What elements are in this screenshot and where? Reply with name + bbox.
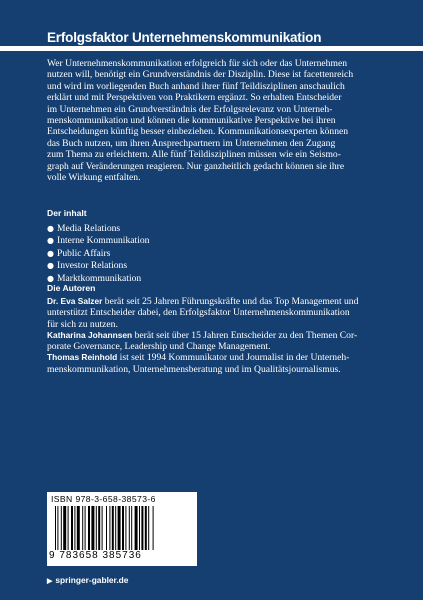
authors-block [47, 296, 392, 375]
barcode-bar [55, 506, 56, 550]
intro-line: nutzen will, benötigt ein Grundverständnis der Disziplin. Diese ist facettenreich [47, 69, 354, 81]
author-line: unterstützt Entscheider dabei, den Erfolgsfaktor Unternehmenskommunikation [47, 307, 350, 319]
list-item: ● Investor Relations [47, 260, 128, 272]
barcode-bar [61, 506, 62, 550]
triangle-right-icon: ▶ [47, 578, 53, 585]
barcode-number: 9 783658 385736 [49, 550, 142, 561]
list-item: ● Public Affairs [47, 247, 111, 259]
cover-title: Erfolgsfaktor Unternehmenskommunikation [47, 30, 322, 45]
author-name: Dr. Eva Salzer [47, 296, 103, 306]
barcode-bar [109, 506, 110, 550]
inhalt-heading: Der inhalt [47, 208, 87, 218]
bullet-icon: ● [47, 224, 54, 233]
intro-line: volle Wirkung entfalten. [47, 172, 141, 184]
barcode-bar [106, 506, 107, 550]
isbn-text: ISBN 978-3-658-38573-6 [51, 494, 156, 504]
title-rule [0, 46, 423, 51]
author-line: Thomas Reinhold ist seit 1994 Kommunikator und Journalist in der Unterneh- [47, 352, 350, 364]
barcode-bar [122, 506, 124, 550]
barcode-bar [112, 506, 114, 550]
inhalt-list [47, 223, 149, 285]
barcode-bar [71, 506, 73, 550]
barcode-bar [141, 506, 143, 550]
intro-text [47, 58, 392, 183]
barcode-bar [135, 506, 138, 550]
barcode-bar [129, 506, 130, 550]
list-item: ● Marktkommunikation [47, 272, 142, 284]
barcode-bar [57, 506, 58, 550]
bullet-icon: ● [47, 248, 54, 258]
barcode-bar [85, 506, 86, 550]
intro-line: und wird im vorliegenden Buch anhand ihrer fünf Teildisziplinen anschaulich [47, 80, 345, 92]
author-name: Katharina Johannsen [47, 329, 133, 340]
intro-line: erklärt und mit Perspektiven von Praktikern ergänzt. So erhalten Entscheider [47, 92, 342, 104]
bullet-icon: ● [47, 273, 54, 283]
author-line: porate Governance, Leadership und Change Management. [47, 341, 271, 353]
author-line: menskommunikation, Unternehmensberatung und im Qualitätsjournalismus. [47, 363, 341, 375]
intro-line: zum Thema zu erleichtern. Alle fünf Teildisziplinen müssen wie ein Seismo- [47, 149, 341, 161]
list-item: ● Interne Kommunikation [47, 235, 150, 247]
barcode-bar [139, 506, 140, 550]
barcode-bar [68, 506, 69, 550]
intro-line: menskommunikation und können die kommunikative Perspektive bei ihren [47, 115, 336, 127]
barcode-bar [63, 506, 66, 550]
bullet-icon: ● [47, 261, 54, 271]
autoren-heading: Die Autoren [47, 283, 96, 293]
barcode-bar [96, 506, 97, 550]
intro-line: Wer Unternehmenskommunikation erfolgreich für sich oder das Unternehmen [47, 58, 348, 69]
barcode-bar [82, 506, 83, 550]
barcode-bar [125, 506, 126, 550]
intro-line: das Buch nutzen, um ihren Ansprechpartnern im Unternehmen den Zugang [47, 137, 336, 149]
author-line: für sich zu nutzen. [47, 318, 118, 330]
list-item: ● Media Relations [47, 223, 121, 234]
barcode-bar [153, 506, 154, 550]
barcode-bar [148, 506, 149, 550]
intro-line: graph auf Veränderungen reagieren. Nur ganzheitlich gedacht können sie ihre [47, 160, 345, 172]
barcode-bar [145, 506, 147, 550]
barcode-bar [131, 506, 132, 550]
author-line: Dr. Eva Salzer berät seit 25 Jahren Führungskräfte und das Top Management und [47, 296, 359, 307]
bullet-icon: ● [47, 236, 54, 246]
barcode-bar [74, 506, 75, 550]
barcode-bar [118, 506, 121, 550]
barcode-box [47, 492, 197, 566]
publisher-url: ▶ springer-gabler.de [47, 575, 129, 585]
barcode-bar [102, 506, 103, 550]
barcode-bar [91, 506, 94, 550]
barcode-bar [77, 506, 80, 550]
intro-line: Entscheidungen künftig besser einbeziehen. Kommunikationsexperten können [47, 126, 349, 138]
barcode-bar [88, 506, 90, 550]
barcode-bar [115, 506, 116, 550]
barcode-bar [98, 506, 100, 550]
intro-line: im Unternehmen ein Grundverständnis der Erfolgsrelevanz von Unterneh- [47, 103, 333, 115]
author-line: Katharina Johannsen berät seit über 15 Jahren Entscheider zu den Themen Cor- [47, 329, 358, 341]
author-name: Thomas Reinhold [47, 352, 118, 363]
barcode-icon [55, 506, 189, 550]
